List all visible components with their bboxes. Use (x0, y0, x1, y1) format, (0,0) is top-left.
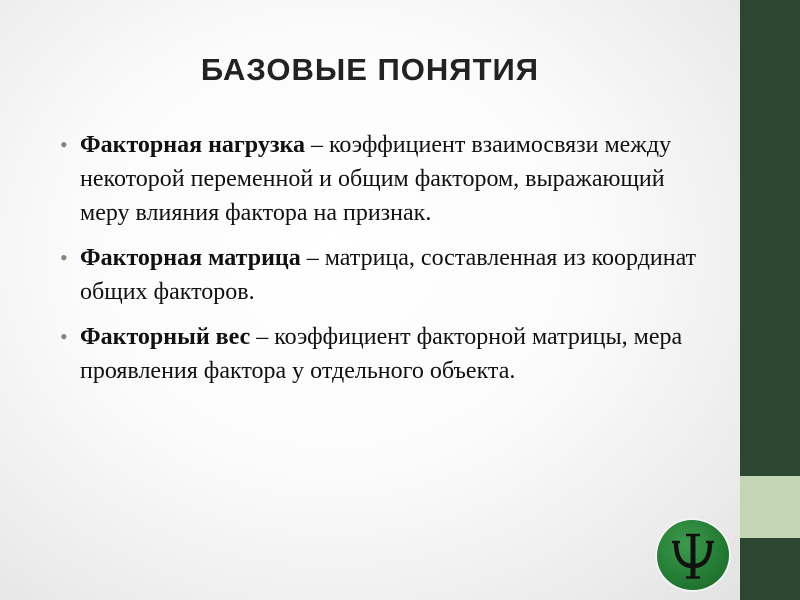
definition-text: – коэффициент факторной матрицы, мера проявления фактора у отдельного объекта. (80, 324, 683, 384)
bullet-dot-icon: • (60, 324, 68, 349)
bullet-dot-icon: • (60, 132, 68, 157)
psi-icon (657, 520, 729, 590)
term-label: Факторная матрица (80, 245, 301, 271)
bullet-item-factor-matrix (60, 241, 700, 309)
bullet-dot-icon: • (60, 245, 68, 270)
bullet-item-factor-weight (60, 320, 700, 388)
definition-text: – коэффициент взаимосвязи между некоторой переменной и общим фактором, выражающий меру влияния фактора на признак. (80, 132, 672, 226)
term-label: Факторная нагрузка (80, 132, 305, 158)
term-label: Факторный вес (80, 324, 251, 350)
bullet-item-factor-loading (60, 128, 700, 230)
side-stripe (740, 476, 800, 538)
definition-text: – матрица, составленная из координат общих факторов. (80, 245, 697, 305)
slide-title: БАЗОВЫЕ ПОНЯТИЯ (200, 52, 540, 87)
psi-logo (657, 520, 729, 590)
bullet-list (60, 128, 700, 399)
